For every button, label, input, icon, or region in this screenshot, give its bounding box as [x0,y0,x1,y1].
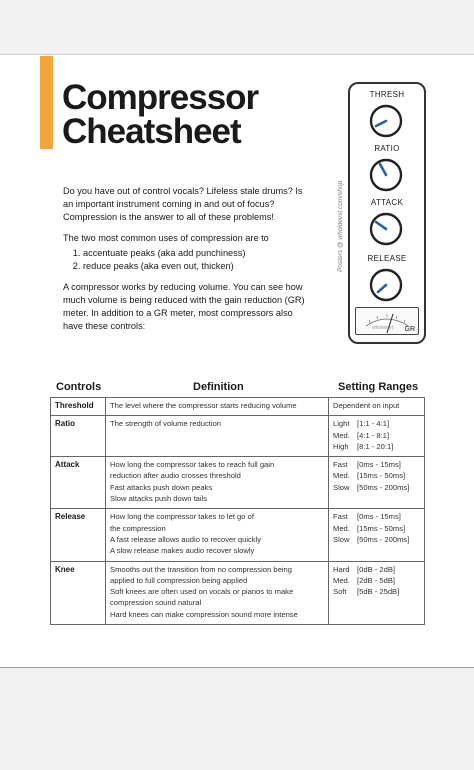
definition-line: The level where the compressor starts reducing volume [110,401,297,410]
title-line-1: Compressor [62,78,259,117]
poster-credit: Posters @ wholdevst.com/shop [337,180,344,272]
range-value: [15ms - 50ms] [357,523,406,533]
table-row [51,509,425,561]
controls-table [50,397,425,625]
definition-line: applied to full compression being applied [110,575,248,585]
control-definition [106,398,329,416]
range-level: Med. [333,575,350,585]
intro-paragraph-1: Do you have out of control vocals? Lifeless stale drums? Is an important instrument coming in and out of focus? Compression is the answer to all of these problems! [63,186,303,222]
uses-list [63,247,313,273]
gr-meter [355,307,419,335]
control-name: Knee [51,561,106,624]
control-definition [106,457,329,509]
uses-list-item: 2. reduce peaks (aka even out, thicken) [83,260,313,273]
knob-label-ratio: RATIO [374,144,400,153]
table-row [51,457,425,509]
setting-range [329,509,425,561]
table-row [51,398,425,416]
control-definition [106,509,329,561]
range-value: [15ms - 50ms] [357,471,406,481]
setting-range [329,416,425,457]
range-line [333,534,420,545]
range-line [333,575,420,586]
range-value: [50ms - 200ms] [357,534,410,544]
range-value: [5dB - 25dB] [357,587,400,597]
range-level: Light [333,419,350,429]
release-knob-icon [369,268,403,302]
control-name: Ratio [51,416,106,457]
range-value: Dependent on input [333,401,400,410]
page-title [62,78,259,151]
definition-line: reduction after audio crosses threshold [110,471,241,481]
range-value: [8:1 - 20:1] [357,441,394,451]
range-level: Fast [333,460,348,470]
range-value: [0ms - 15ms] [357,512,401,522]
knob-label-thresh: THRESH [369,90,405,99]
definition-line: Slow attacks push down tails [110,494,208,504]
intro-paragraph-3: A compressor works by reducing volume. You can see how much volume is being reduced with the gain reduction (GR) meter. In addition to a GR meter, most compressors also have these controls: [63,282,305,331]
setting-range [329,561,425,624]
knob-label-attack: ATTACK [370,198,404,207]
definition-line: Smooths out the transition from no compression being [110,564,292,574]
thresh-knob-icon [369,104,403,138]
range-level: Slow [333,534,350,544]
control-name: Threshold [51,398,106,416]
range-level: Med. [333,471,350,481]
range-value: [0dB - 2dB] [357,564,395,574]
range-line [333,400,420,411]
range-line [333,586,420,597]
definition-line: the compression [110,523,166,533]
range-line [333,459,420,470]
definition-line: A slow release makes audio recover slowly [110,546,255,556]
intro-paragraph-2: The two most common uses of compression are to [63,233,269,243]
range-line [333,482,420,493]
table-row [51,416,425,457]
table-row [51,561,425,624]
header-controls: Controls [56,381,102,393]
definition-line: Fast attacks push down peaks [110,482,213,492]
setting-range [329,457,425,509]
definition-line: Soft knees are often used on vocals or pianos to make [110,587,294,597]
accent-bar [40,56,53,149]
knob-label-release: RELEASE [367,254,407,263]
title-line-2: Cheatsheet [62,112,241,151]
definition-line: compression sound natural [110,598,202,608]
range-line [333,511,420,522]
range-line [333,523,420,534]
definition-line: Hard knees can make compression sound more intense [110,609,298,619]
control-name: Attack [51,457,106,509]
definition-line: How long the compressor takes to let go of [110,512,254,522]
range-line [333,470,420,481]
range-line [333,430,420,441]
intro-text [63,185,313,341]
definition-line: A fast release allows audio to recover quickly [110,534,262,544]
range-level: Med. [333,430,350,440]
ratio-knob-icon [369,158,403,192]
header-definition: Definition [193,381,244,393]
meter-brand: wholeleet [372,325,394,331]
range-line [333,441,420,452]
definition-line: The strength of volume reduction [110,419,222,429]
uses-list-item: 1. accentuate peaks (aka add punchiness) [83,247,313,260]
range-level: Med. [333,523,350,533]
compressor-illustration [348,82,426,344]
range-level: Soft [333,587,347,597]
header-ranges: Setting Ranges [338,381,419,393]
range-level: High [333,441,349,451]
control-definition [106,561,329,624]
range-line [333,418,420,429]
range-level: Hard [333,564,350,574]
range-level: Slow [333,482,350,492]
range-value: [50ms - 200ms] [357,482,410,492]
table-body [51,398,425,625]
range-value: [1:1 - 4:1] [357,419,390,429]
range-value: [0ms - 15ms] [357,460,401,470]
range-value: [2dB - 5dB] [357,575,395,585]
definition-line: How long the compressor takes to reach full gain [110,460,275,470]
range-line [333,564,420,575]
range-value: [4:1 - 8:1] [357,430,390,440]
control-name: Release [51,509,106,561]
gr-label: GR [404,326,415,333]
setting-range [329,398,425,416]
range-level: Fast [333,512,348,522]
control-definition [106,416,329,457]
attack-knob-icon [369,212,403,246]
